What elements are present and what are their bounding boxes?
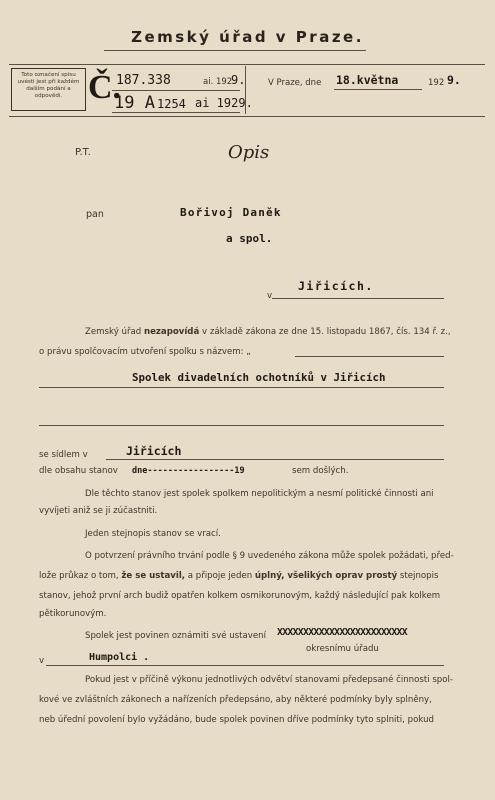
confirm-line2-a: lože průkaz o tom,: [39, 571, 119, 581]
file-instruction-text: Toto označení spisu uvésti jest při každém dalším podání a odpovědi.: [17, 72, 80, 99]
seat-value: Jiřicích: [126, 444, 182, 458]
pt-label: P.T.: [75, 147, 91, 158]
addressee-v-label: v: [267, 291, 273, 301]
non-political-line1: Dle těchto stanov jest spolek spolkem nepolitickým a nesmí politické činnosti ani: [85, 489, 434, 499]
header-rule: [9, 64, 485, 65]
date-year-suffix: 9.: [447, 73, 461, 87]
place-date-prefix: V Praze, dne: [268, 78, 322, 88]
header-bottom-rule: [9, 116, 485, 117]
society-extra-line: [39, 425, 444, 426]
statutes-dashes: dne-----------------19: [132, 466, 245, 476]
handwritten-signature: Opis: [228, 142, 270, 163]
date-year-prefix: 192: [428, 78, 445, 88]
reference-bottom-rule: [112, 112, 240, 113]
seat-label: se sídlem v: [39, 450, 88, 460]
notify-place-underline: [46, 665, 444, 666]
seat-underline: [106, 459, 444, 460]
statutes-prefix: dle obsahu stanov: [39, 466, 118, 476]
notify-under-label: okresnímu úřadu: [306, 644, 379, 654]
paragraph1-line2-rule: [295, 356, 444, 357]
date-underline: [334, 89, 422, 90]
reference-divider: [245, 66, 246, 114]
notify-v-label: v: [39, 656, 45, 666]
paragraph1-law: v základě zákona ze dne 15. listopadu 1867, čís. 134 ř. z.,: [202, 327, 451, 337]
paragraph1-line1: [85, 327, 451, 337]
paragraph1-verdict: nezapovídá: [143, 327, 200, 337]
reference-year-bottom: ai 1929.: [195, 96, 253, 110]
society-name-underline: [39, 387, 444, 388]
conditions-line2: kové ve zvláštních zákonech a nařízeních předepsáno, aby některé podmínky byly splněny,: [39, 695, 432, 705]
reference-year-suffix: 9.: [231, 73, 246, 87]
title-underline: [104, 50, 366, 51]
society-name: Spolek divadelních ochotníků v Jiřicích: [132, 371, 386, 384]
reference-year-prefix: ai. 192: [203, 77, 233, 87]
addressee-pan-label: pan: [86, 209, 104, 220]
confirm-line3: stanov, jehož první arch budiž opatřen kolkem osmikorunovým, každý následující pak kolkem: [39, 591, 441, 601]
confirm-line4: pětikorunovým.: [39, 609, 107, 619]
addressee-and-co: a spol.: [226, 232, 273, 245]
conditions-line3: neb úřední povolení bylo vyžádáno, bude spolek povinen dříve podmínky tyto splniti, pokud: [39, 715, 434, 725]
reference-letter: Č.: [88, 69, 122, 106]
addressee-place: Jiřicích.: [298, 279, 374, 293]
notify-place: Humpolci .: [89, 652, 150, 663]
conditions-line1: Pokud jest v příčině výkonu jednotlivých odvětví stanovami předepsané činnosti spol-: [85, 675, 454, 685]
confirm-line1: O potvrzení právního trvání podle § 9 uvedeného zákona může spolek požádati, před-: [85, 551, 454, 561]
confirm-line2-c: a připoje jeden: [187, 571, 253, 581]
confirm-line2: [39, 571, 438, 581]
non-political-line2: vyvíjeti aniž se ji zúčastniti.: [39, 506, 158, 516]
office-title: Zemský úřad v Praze.: [131, 28, 364, 46]
paragraph1-office: Zemský úřad: [85, 327, 142, 337]
reference-mid-rule: [112, 90, 240, 91]
reference-number-bottom: 19 A: [114, 93, 155, 113]
confirm-line2-bold1: že se ustavil,: [121, 571, 186, 581]
reference-sub-number: 1254: [157, 97, 186, 111]
paragraph1-line2: o právu spolčovacím utvoření spolku s názvem: „: [39, 347, 251, 357]
copy-returned-text: Jeden stejnopis stanov se vrací.: [85, 529, 221, 539]
reference-number-top: 187.338: [116, 73, 171, 88]
addressee-name: Bořivoj Daněk: [180, 206, 282, 219]
date-day-month: 18.května: [336, 73, 399, 87]
confirm-line2-d: stejnopis: [399, 571, 439, 581]
addressee-place-underline: [272, 298, 444, 299]
statutes-suffix: sem došlých.: [292, 466, 349, 476]
confirm-line2-bold2: úplný, všelikých oprav prostý: [254, 571, 398, 581]
notify-text: Spolek jest povinen oznámiti své ustavení: [85, 631, 266, 641]
notify-crossed-out: XXXXXXXXXXXXXXXXXXXXXXXXX: [277, 627, 407, 638]
file-instruction-box: [11, 68, 86, 111]
